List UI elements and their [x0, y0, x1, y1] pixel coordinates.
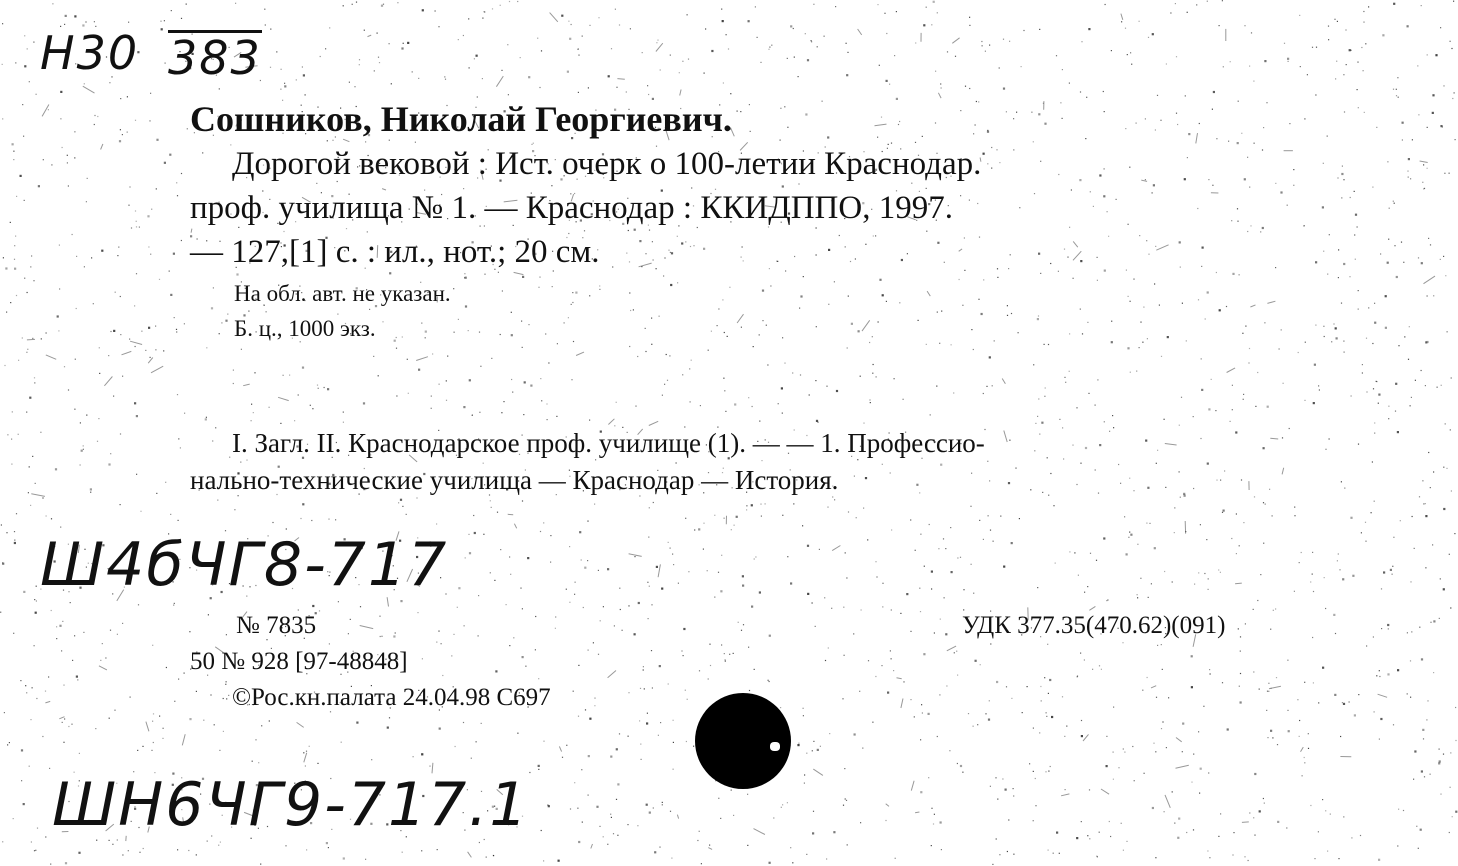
note-print-run: Б. ц., 1000 экз. [234, 316, 376, 341]
note-author: На обл. авт. не указан. [234, 281, 451, 306]
record-number: № 7835 [236, 612, 317, 639]
title-line-3: — 127,[1] с. : ил., нот.; 20 см. [190, 234, 600, 270]
punch-hole-notch [770, 742, 780, 751]
punch-hole [695, 693, 791, 789]
handwritten-call-number-2: ШН6ЧГ9-717.1 [52, 770, 530, 840]
registration-line: 50 № 928 [97-48848] [190, 648, 408, 675]
tracing-line-1: I. Загл. II. Краснодарское проф. училище (1). — — 1. Профессио- [232, 428, 985, 458]
author-heading: Сошников, Николай Георгиевич. [190, 99, 732, 139]
tracing-line-2: нально-технические училища — Краснодар — История. [190, 465, 839, 495]
title-line-2: проф. училища № 1. — Краснодар : ККИДППО, 1997. [190, 190, 953, 226]
handwritten-shelf-mark: Н30 [40, 26, 140, 80]
handwritten-shelf-number: 383 [168, 31, 262, 85]
book-chamber-line: ©Рос.кн.палата 24.04.98 С697 [232, 684, 551, 711]
udc-code: УДК 377.35(470.62)(091) [962, 612, 1226, 639]
title-line-1: Дорогой вековой : Ист. очерк о 100-летии Краснодар. [232, 146, 982, 182]
handwritten-call-number-1: Ш4бЧГ8-717 [40, 530, 449, 600]
